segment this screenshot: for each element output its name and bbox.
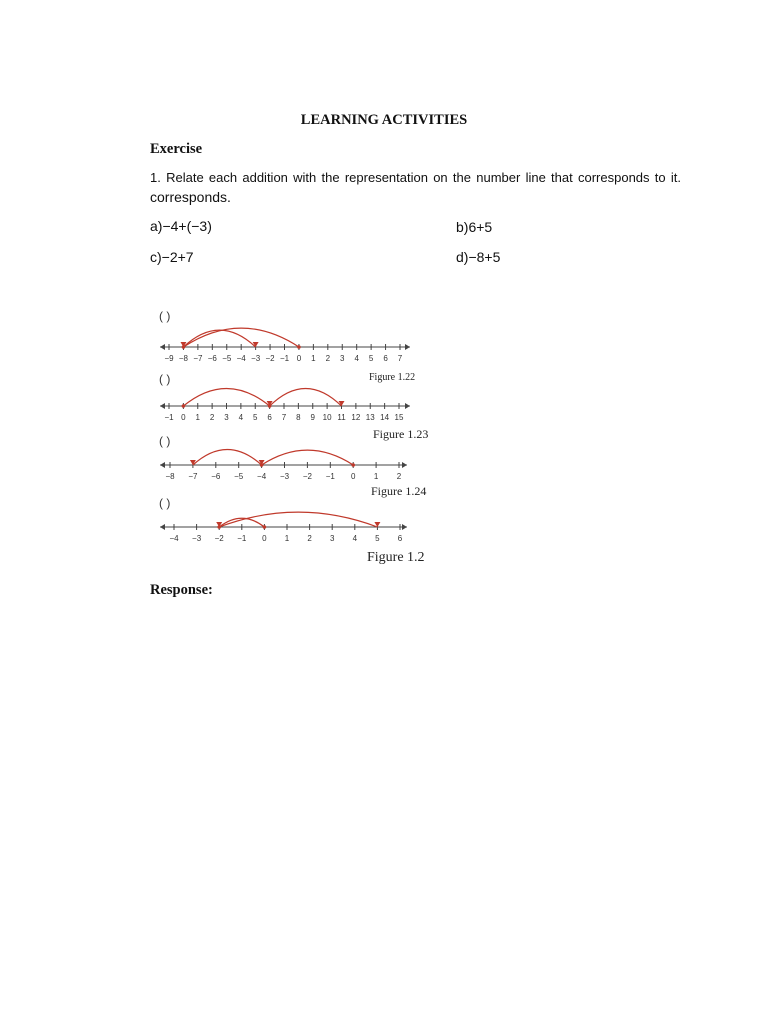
tick-label: 13: [365, 413, 375, 422]
tick-label: 14: [380, 413, 390, 422]
tick-label: 2: [307, 534, 312, 543]
response-label: Response:: [150, 582, 213, 598]
tick-label: −4: [257, 472, 267, 481]
arc-start-point: [217, 525, 221, 529]
tick-label: 9: [310, 413, 315, 422]
number-line-arrow-right: [402, 462, 407, 468]
instruction-continuation: corresponds.: [150, 189, 231, 205]
tick-label: −3: [279, 472, 290, 481]
option-b: b)6+5: [456, 219, 493, 235]
number-line-arrow-left: [160, 462, 165, 468]
tick-label: −3: [251, 354, 261, 363]
number-line-arrow-right: [405, 403, 410, 409]
page-title: LEARNING ACTIVITIES: [300, 112, 468, 128]
tick-label: −8: [165, 472, 175, 481]
tick-label: 15: [394, 413, 404, 422]
option-d: d)−8+5: [456, 249, 501, 265]
tick-label: −3: [192, 534, 202, 543]
tick-label: 4: [354, 354, 359, 363]
tick-label: 5: [375, 534, 380, 543]
tick-label: −8: [178, 354, 188, 363]
tick-label: 4: [352, 534, 358, 543]
answer-blank: ( ): [159, 372, 171, 386]
tick-label: −1: [325, 472, 335, 481]
tick-label: 12: [351, 413, 361, 422]
tick-label: −1: [164, 413, 174, 422]
tick-label: −7: [193, 354, 203, 363]
figure-caption: Figure 1.23: [373, 427, 429, 441]
number-line-arrow-left: [160, 403, 165, 409]
tick-label: −9: [164, 354, 174, 363]
tick-label: 5: [368, 354, 374, 363]
number-line-arrow-left: [160, 344, 165, 350]
instruction-text: 1. Relate each addition with the representation on the number line that corresponds to it.: [150, 170, 681, 185]
tick-label: −7: [188, 472, 198, 481]
tick-label: 1: [373, 472, 379, 481]
tick-label: 11: [337, 413, 346, 422]
option-c: c)−2+7: [150, 249, 194, 265]
tick-label: −2: [265, 354, 275, 363]
number-line-arrow-left: [160, 524, 165, 530]
arc-start-point: [351, 463, 355, 467]
jump-arc: [270, 388, 342, 406]
tick-label: −2: [302, 472, 312, 481]
number-line-arrow-right: [405, 344, 410, 350]
tick-label: 10: [322, 413, 332, 422]
tick-label: 8: [296, 413, 301, 422]
tick-label: 0: [350, 472, 356, 481]
figure-caption: Figure 1.2: [367, 550, 425, 565]
tick-label: −5: [234, 472, 244, 481]
jump-arc: [183, 330, 255, 347]
tick-label: 7: [281, 413, 287, 422]
tick-label: 2: [396, 472, 402, 481]
arc-start-point: [182, 404, 186, 408]
tick-label: −1: [237, 534, 247, 543]
answer-blank: ( ): [159, 434, 171, 448]
tick-label: 0: [181, 413, 186, 422]
tick-label: −6: [207, 354, 217, 363]
number-line-figure: [145, 300, 445, 570]
answer-blank: ( ): [159, 309, 171, 323]
tick-label: 1: [311, 354, 316, 363]
number-line-arrow-right: [402, 524, 407, 530]
arc-start-point: [297, 345, 301, 349]
tick-label: 1: [284, 534, 290, 543]
section-heading: Exercise: [150, 141, 203, 157]
answer-blank: ( ): [159, 496, 171, 510]
tick-label: 3: [340, 354, 345, 363]
jump-arc: [193, 449, 262, 465]
tick-label: 6: [383, 354, 388, 363]
tick-label: −2: [214, 534, 224, 543]
figure-caption: Figure 1.24: [371, 484, 427, 498]
arc-start-point: [182, 345, 186, 349]
tick-label: −6: [211, 472, 221, 481]
option-a: a)−4+(−3): [150, 218, 212, 234]
tick-label: 7: [397, 354, 403, 363]
tick-label: 2: [209, 413, 215, 422]
tick-label: 6: [397, 534, 403, 543]
tick-label: 6: [267, 413, 272, 422]
tick-label: 0: [296, 354, 302, 363]
tick-label: 2: [325, 354, 331, 363]
tick-label: −1: [279, 354, 290, 363]
tick-label: 1: [195, 413, 200, 422]
arc-start-point: [268, 404, 272, 408]
figure-caption: Figure 1.22: [369, 372, 416, 383]
tick-label: 5: [253, 413, 258, 422]
tick-label: −4: [169, 534, 179, 543]
tick-label: 3: [224, 413, 229, 422]
tick-label: −5: [222, 354, 232, 363]
tick-label: −4: [236, 354, 246, 363]
arc-start-point: [263, 525, 267, 529]
tick-label: 4: [238, 413, 244, 422]
tick-label: 3: [329, 534, 335, 543]
jump-arc: [219, 512, 377, 527]
tick-label: 0: [262, 534, 267, 543]
arc-start-point: [260, 463, 264, 467]
